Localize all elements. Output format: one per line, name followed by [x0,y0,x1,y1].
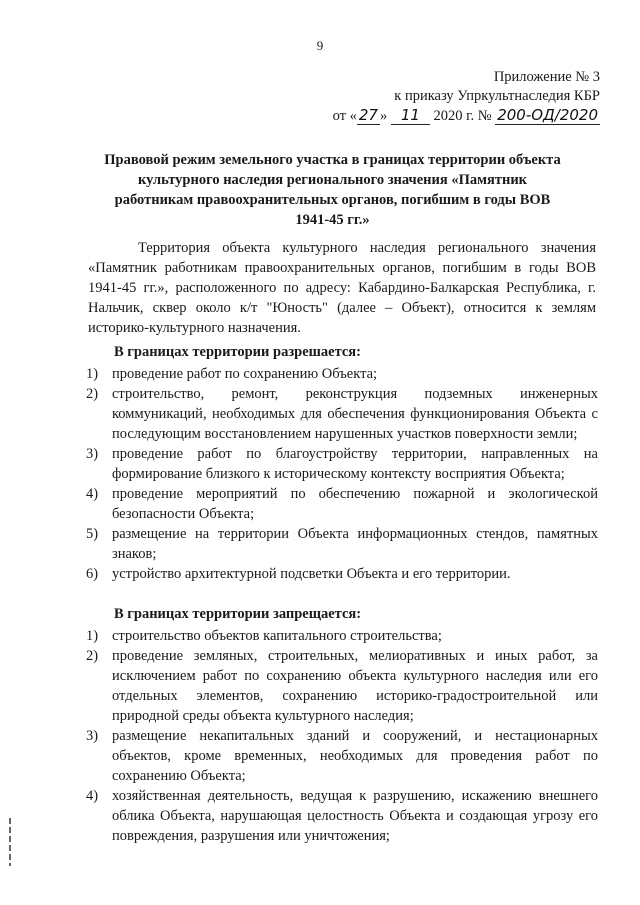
list-item [86,524,598,564]
appendix-order-ref: к приказу Упркультнаследия КБР [394,88,600,104]
handwritten-doc-number: 200-ОД/2020 [497,106,598,124]
list-item-number: 2) [86,648,99,664]
prohibited-section [86,604,598,846]
list-item-number: 1) [86,366,99,382]
allowed-section [86,342,598,584]
list-item [86,364,598,384]
list-item-number: 4) [86,486,99,502]
prohibited-heading: В границах территории запрещается: [114,606,362,622]
list-item-text: проведение работ по сохранению Объекта; [112,366,378,382]
list-item-text: проведение земляных, строительных, мелиоративных и иных работ, за исключением работ по сохранению объекта культурного наследия или его отдельных элементов, сохранению историко-градостроительной или природной среды объекта культурного наследия; [112,648,598,724]
allowed-list [86,364,598,584]
list-item-text: проведение мероприятий по обеспечению пожарной и экологической безопасности Объекта; [112,486,598,522]
handwritten-month: 11 [391,106,430,125]
list-item-number: 4) [86,788,99,804]
intro-paragraph: Территория объекта культурного наследия регионального значения «Памятник работникам правоохранительных органов, погибшим в годы ВОВ 1941-45 гг.», расположенного по адресу: Кабардино-Балкарская Республика, г. Нальчик, сквер около к/т "Юность" (далее – Объект), относится к землям историко-культурного назначения. [88,240,596,336]
list-item [86,384,598,444]
appendix-header [333,68,600,126]
date-mid: » [379,108,388,124]
list-item-number: 3) [86,728,99,744]
list-item-text: устройство архитектурной подсветки Объекта и его территории. [112,566,511,582]
list-item-number: 5) [86,526,99,542]
appendix-date-line [333,106,600,126]
date-prefix: от « [332,108,357,124]
page-number: 9 [316,38,324,53]
list-item [86,626,598,646]
list-item-text: размещение некапитальных зданий и сооружений, и нестационарных объектов, кроме временных, необходимых для проведения работ по сохранению Объекта; [112,728,598,784]
list-item-text: проведение работ по благоустройству территории, направленных на формирование близкого к историческому контексту восприятия Объекта; [112,446,598,482]
list-item [86,646,598,726]
list-item-number: 2) [86,386,99,402]
list-item [86,726,598,786]
list-item-text: строительство объектов капитального строительства; [112,628,442,644]
list-item [86,564,598,584]
prohibited-list [86,626,598,846]
list-item-text: хозяйственная деятельность, ведущая к разрушению, искажению внешнего облика Объекта, нарушающая целостность Объекта и создающая угрозу его повреждения, разрушения или уничтожения; [112,788,598,844]
allowed-heading: В границах территории разрешается: [114,344,361,360]
list-item-text: строительство, ремонт, реконструкция подземных инженерных коммуникаций, необходимых для обеспечения функционирования Объекта с последующим восстановлением нарушенных участков поверхности земли; [112,386,598,442]
document-title: Правовой режим земельного участка в границах территории объекта культурного наследия регионального значения «Памятник работникам правоохранительных органов, погибшим в годы ВОВ 1941-45 гг.» [104,152,561,228]
handwritten-day: 27 [358,106,378,124]
list-item-number: 1) [86,628,99,644]
list-item [86,484,598,524]
appendix-title: Приложение № 3 [493,69,600,85]
list-item-number: 6) [86,566,99,582]
date-year: 2020 г. № [433,108,492,124]
list-item [86,786,598,846]
list-item [86,444,598,484]
list-item-text: размещение на территории Объекта информационных стендов, памятных знаков; [112,526,598,562]
margin-mark [8,818,12,866]
list-item-number: 3) [86,446,99,462]
